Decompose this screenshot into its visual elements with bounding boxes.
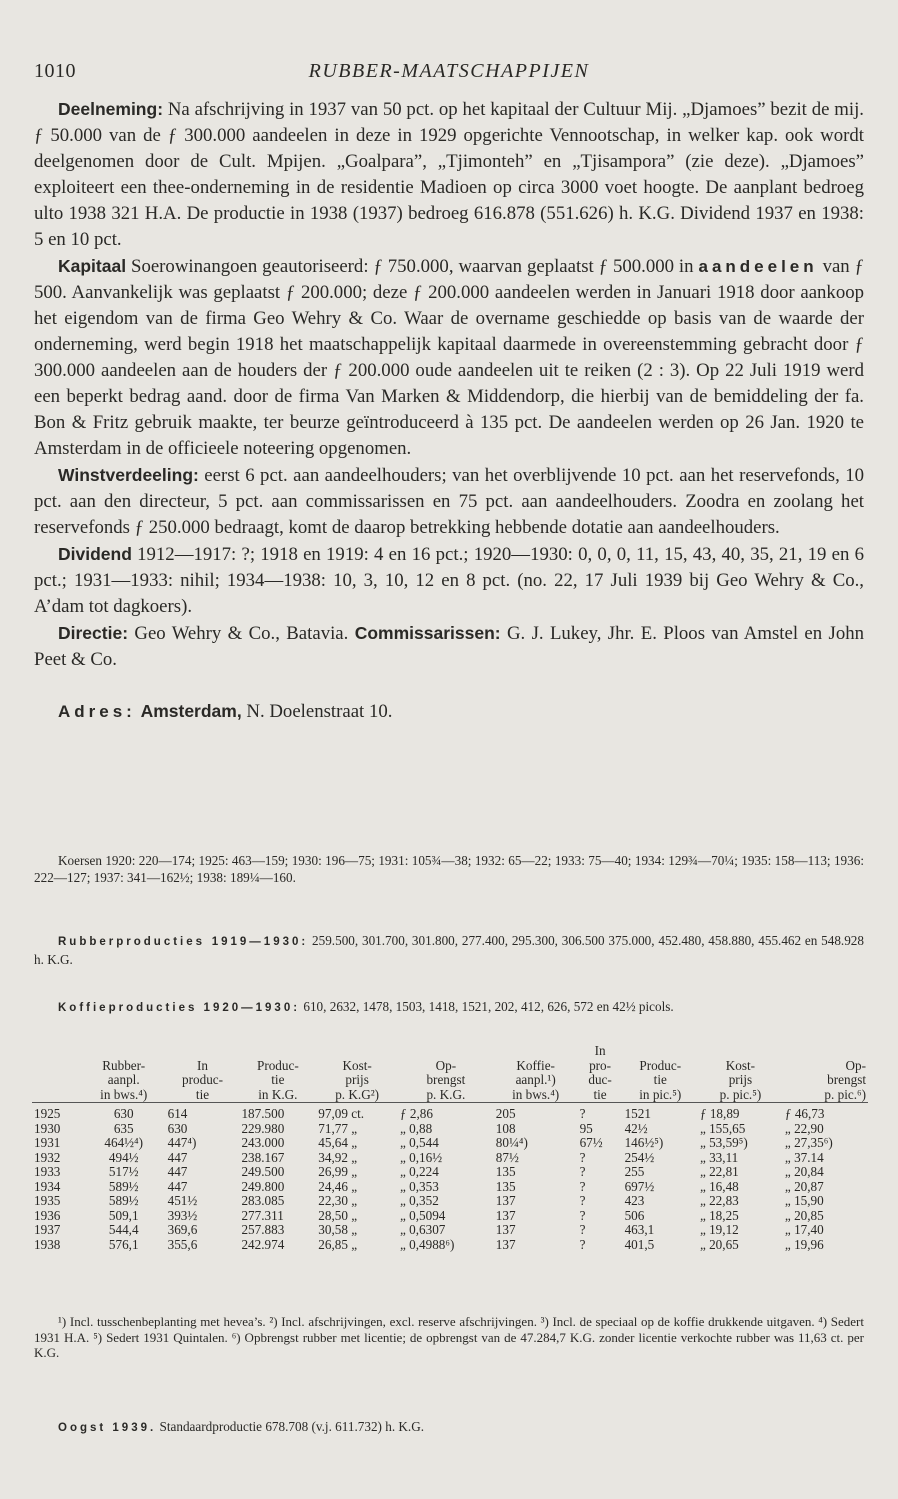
table-header-rubber-aanplant: Rubber- aanpl. in bws.⁴) [100, 1057, 148, 1102]
table-cell-rubber-aanplant: 630 [113, 1106, 134, 1121]
table-row [32, 1209, 868, 1224]
table-cell-in-productie: 447 [167, 1149, 188, 1165]
table-cell-opbrengst-kg: „ 0,544 [399, 1135, 439, 1150]
table-row [32, 1122, 868, 1137]
table-cell-year: 1925 [34, 1106, 61, 1121]
table-cell-kostprijs-pic: „ 18,25 [699, 1207, 739, 1223]
table-cell-rubber-aanplant: 494½ [108, 1149, 139, 1165]
table-cell-opbrengst-pic: ƒ 46,73 [784, 1106, 825, 1121]
koffieproducties-text: 610, 2632, 1478, 1503, 1418, 1521, 202, 412, 626, 572 en 42½ picols. [300, 999, 674, 1014]
table-cell-opbrengst-pic: „ 19,96 [784, 1236, 824, 1252]
table-cell-productie-pic: 42½ [624, 1120, 648, 1136]
table-cell-koffie-in-productie: ? [579, 1236, 586, 1252]
table-cell-opbrengst-pic: „ 20,87 [784, 1178, 824, 1194]
running-title: RUBBER-MAATSCHAPPIJEN [308, 60, 590, 82]
directie-paragraph [34, 620, 864, 673]
table-cell-kostprijs-kg: 97,09 ct. [318, 1106, 365, 1121]
table-row [32, 1136, 868, 1151]
kapitaal-text-2: van ƒ 500. Aanvankelijk was geplaatst ƒ 200.000; deze ƒ 200.000 aandeelen werden in Januari 1918 door aankoop het eigendom van de firma Geo Wehry & Co. Waar de overname geschiedde op basis van de waarde der onderneming, werd begin 1918 het maatschappelijk kapitaal daarmede in overeenstemming gebracht door ƒ 300.000 aandeelen aan de houders der ƒ 200.000 oude aandeelen uit te reiken (2 : 3). Op 22 Juli 1919 werd een beperkt bedrag aand. door de firma Van Marken & Middendorp, die hierbij van de bemiddeling der fa. Bon & Fritz gebruik maakte, ter beurze geïntroduceerd à 135 pct. De aandeelen werden op 26 Jan. 1920 te Amsterdam in de officieele noteering opgenomen. [34, 256, 865, 459]
table-header-row [32, 1044, 868, 1103]
table-header-koffie-aanplant: Koffie- aanpl.¹) in bws.⁴) [512, 1057, 560, 1102]
table-cell-koffie-aanplant: 137 [495, 1236, 516, 1252]
table-body [32, 1103, 868, 1253]
table-cell-kostprijs-pic: „ 20,65 [699, 1236, 739, 1252]
main-text [34, 96, 864, 725]
table-cell-rubber-aanplant: 464½⁴) [104, 1135, 144, 1150]
table-cell-koffie-aanplant: 135 [495, 1178, 516, 1194]
table-cell-opbrengst-kg: „ 0,16½ [399, 1149, 443, 1165]
koffieproducties-paragraph [34, 998, 864, 1017]
table-cell-in-productie: 393½ [167, 1207, 198, 1223]
oogst-block [34, 1418, 864, 1437]
adres-label: Adres: [58, 702, 136, 721]
table-header-productie-kg: Produc- tie in K.G. [256, 1057, 299, 1102]
table-cell-kostprijs-pic: „ 33,11 [699, 1149, 739, 1165]
table-cell-productie-pic: 401,5 [624, 1236, 655, 1252]
table-cell-koffie-in-productie: ? [579, 1207, 586, 1223]
table-cell-year: 1935 [34, 1193, 61, 1208]
table-cell-opbrengst-pic: „ 20,85 [784, 1207, 824, 1223]
table-cell-opbrengst-pic: „ 15,90 [784, 1193, 824, 1208]
table-header-opbrengst-pic: Op- brengst p. pic.⁶) [824, 1057, 866, 1102]
table-cell-productie-kg: 187.500 [241, 1106, 285, 1121]
table-cell-opbrengst-pic: „ 37.14 [784, 1149, 824, 1165]
table-cell-kostprijs-kg: 71,77 „ [318, 1120, 358, 1136]
table-cell-koffie-aanplant: 205 [495, 1106, 516, 1121]
table-cell-productie-kg: 229.980 [241, 1120, 285, 1136]
table-cell-productie-kg: 249.800 [241, 1178, 285, 1194]
table-cell-kostprijs-pic: ƒ 18,89 [699, 1106, 740, 1121]
footnotes-text: ¹) Incl. tusschenbeplanting met hevea’s. ²) Incl. afschrijvingen, excl. reserve afschrijvingen. ³) Incl. de speciaal op de koffie drukkende uitgaven. ⁴) Sedert 1931 H.A. ⁵) Sedert 1931 Quintalen. ⁶) Opbrengst rubber met licentie; de opbrengst van de 47.284,7 K.G. zonder licentie verkochte rubber was 11,63 ct. per K.G. [34, 1314, 864, 1360]
table-cell-koffie-in-productie: ? [579, 1178, 586, 1194]
table-cell-opbrengst-kg: „ 0,224 [399, 1164, 439, 1179]
adres-paragraph [34, 698, 864, 725]
table-cell-koffie-aanplant: 137 [495, 1207, 516, 1223]
table-cell-year: 1932 [34, 1149, 61, 1165]
table-cell-opbrengst-kg: ƒ 2,86 [399, 1106, 433, 1121]
table-cell-opbrengst-kg: „ 0,88 [399, 1120, 433, 1136]
table-cell-rubber-aanplant: 576,1 [108, 1236, 139, 1252]
table-row [32, 1194, 868, 1209]
table-cell-year: 1931 [34, 1135, 61, 1150]
table-cell-kostprijs-kg: 26,85 „ [318, 1236, 358, 1252]
table-cell-productie-pic: 146½⁵) [624, 1135, 664, 1150]
rubberproducties-block [34, 932, 864, 968]
table-header-koffie-in-productie: In pro- duc- tie [588, 1043, 612, 1102]
table-cell-productie-pic: 255 [624, 1164, 645, 1179]
oogst-text: Standaardproductie 678.708 (v.j. 611.732) h. K.G. [156, 1419, 425, 1434]
table-cell-kostprijs-pic: „ 22,81 [699, 1164, 739, 1179]
table-cell-in-productie: 447 [167, 1178, 188, 1194]
oogst-label: Oogst 1939. [58, 1422, 157, 1434]
table-cell-kostprijs-kg: 34,92 „ [318, 1149, 358, 1165]
commissarissen-label: Commissarissen: [354, 623, 501, 643]
table-cell-kostprijs-kg: 45,64 „ [318, 1135, 358, 1150]
table-cell-productie-pic: 697½ [624, 1178, 655, 1194]
table-cell-year: 1934 [34, 1178, 61, 1194]
rubberproducties-paragraph [34, 932, 864, 968]
table-header-opbrengst-kg: Op- brengst p. K.G. [426, 1057, 466, 1102]
table-row [32, 1151, 868, 1166]
winstverdeeling-paragraph [34, 462, 864, 541]
table-row [32, 1103, 868, 1122]
table-header-year [32, 1044, 82, 1103]
deelneming-paragraph [34, 96, 864, 253]
directie-label: Directie: [58, 623, 129, 643]
koffieproducties-label: Koffieproducties 1920—1930: [58, 1002, 301, 1014]
koersen-block [34, 852, 864, 886]
table-cell-opbrengst-pic: „ 27,35⁶) [784, 1135, 833, 1150]
table-cell-kostprijs-kg: 24,46 „ [318, 1178, 358, 1194]
table-cell-koffie-aanplant: 80¼⁴) [495, 1135, 528, 1150]
table-header-kostprijs-pic: Kost- prijs p. pic.⁵) [719, 1057, 762, 1102]
table-cell-kostprijs-kg: 30,58 „ [318, 1222, 358, 1237]
dividend-text: 1912—1917: ?; 1918 en 1919: 4 en 16 pct.; 1920—1930: 0, 0, 0, 11, 15, 43, 40, 35, 21, 19 en 6 pct.; 1931—1933: nihil; 1934—1938: 10, 3, 10, 12 en 8 pct. (no. 22, 17 Juli 1939 bij Geo Wehry & Co., A’dam tot dagkoers). [34, 544, 864, 617]
table-cell-koffie-aanplant: 135 [495, 1164, 516, 1179]
table-cell-productie-kg: 277.311 [241, 1207, 284, 1223]
kapitaal-paragraph [34, 253, 864, 462]
table-row [32, 1223, 868, 1238]
deelneming-label: Deelneming: [58, 99, 164, 119]
kapitaal-label: Kapitaal [58, 256, 127, 276]
table-cell-kostprijs-pic: „ 155,65 [699, 1120, 746, 1136]
adres-city: Amsterdam, [140, 701, 242, 721]
directie-text: Geo Wehry & Co., Batavia. [128, 623, 355, 644]
table-cell-opbrengst-kg: „ 0,5094 [399, 1207, 446, 1223]
table-cell-kostprijs-kg: 28,50 „ [318, 1207, 358, 1223]
table-cell-koffie-aanplant: 87½ [495, 1149, 519, 1165]
table-cell-in-productie: 451½ [167, 1193, 198, 1208]
table-cell-in-productie: 614 [167, 1106, 188, 1121]
table-cell-in-productie: 447 [167, 1164, 188, 1179]
table-cell-opbrengst-pic: „ 17,40 [784, 1222, 824, 1237]
table-cell-year: 1936 [34, 1207, 61, 1223]
table-cell-rubber-aanplant: 544,4 [108, 1222, 139, 1237]
table-cell-opbrengst-pic: „ 22,90 [784, 1120, 824, 1136]
table-cell-kostprijs-pic: „ 53,59⁵) [699, 1135, 748, 1150]
commissarissen-text: G. J. Lukey, Jhr. E. Ploos van Amstel en John Peet & Co. [34, 623, 864, 670]
table-cell-in-productie: 630 [167, 1120, 188, 1136]
table-cell-year: 1937 [34, 1222, 61, 1237]
kapitaal-text-1: Soerowinangoen geautoriseerd: ƒ 750.000, waarvan geplaatst ƒ 500.000 in [126, 256, 699, 277]
page-header [34, 60, 864, 90]
table-cell-productie-pic: 463,1 [624, 1222, 655, 1237]
table-header-productie-pic: Produc- tie in pic.⁵) [639, 1057, 682, 1102]
table-cell-in-productie: 369,6 [167, 1222, 198, 1237]
table-cell-koffie-in-productie: ? [579, 1164, 586, 1179]
table-cell-koffie-aanplant: 137 [495, 1222, 516, 1237]
table-cell-in-productie: 355,6 [167, 1236, 198, 1252]
dividend-paragraph [34, 541, 864, 620]
table-row [32, 1165, 868, 1180]
table-cell-year: 1930 [34, 1120, 61, 1136]
table-cell-koffie-in-productie: ? [579, 1222, 586, 1237]
koffieproducties-block [34, 998, 864, 1017]
table-cell-opbrengst-kg: „ 0,6307 [399, 1222, 446, 1237]
table-cell-kostprijs-pic: „ 16,48 [699, 1178, 739, 1194]
table-cell-productie-kg: 283.085 [241, 1193, 285, 1208]
table-cell-koffie-in-productie: 67½ [579, 1135, 603, 1150]
table-cell-productie-pic: 1521 [624, 1106, 651, 1121]
deelneming-text: Na afschrijving in 1937 van 50 pct. op het kapitaal der Cultuur Mij. „Djamoes” bezit de mij. ƒ 50.000 van de ƒ 300.000 aandeelen in deze in 1929 opgerichte Vennootschap, in welker kap. ook wordt deelgenomen door de Cult. Mpijen. „Goalpara”, „Tjimonteh” en „Tjisampora” (zie deze). „Djamoes” exploiteert een thee-onderneming in de residentie Madioen op circa 3000 voet hoogte. De aanplant bedroeg ulto 1938 321 H.A. De productie in 1938 (1937) bedroeg 616.878 (551.626) h. K.G. Dividend 1937 en 1938: 5 en 10 pct. [34, 99, 864, 250]
table-cell-kostprijs-pic: „ 22,83 [699, 1193, 739, 1208]
rubberproducties-label: Rubberproducties 1919—1930: [58, 936, 309, 948]
production-table [32, 1044, 868, 1252]
table-cell-rubber-aanplant: 509,1 [108, 1207, 139, 1223]
rubberproducties-text: 259.500, 301.700, 301.800, 277.400, 295.300, 306.500 375.000, 452.480, 458.880, 455.462 en 548.928 h. K.G. [34, 933, 864, 967]
table-cell-kostprijs-kg: 26,99 „ [318, 1164, 358, 1179]
table-cell-year: 1938 [34, 1236, 61, 1252]
table-cell-year: 1933 [34, 1164, 61, 1179]
winstverdeeling-text: eerst 6 pct. aan aandeelhouders; van het overblijvende 10 pct. aan het reservefonds, 10 pct. aan den directeur, 5 pct. aan commissarissen en 75 pct. aan aandeelhouders. Zoodra en zoolang het reservefonds ƒ 250.000 bedraagt, komt de daarop betrekking hebbende dotatie aan aandeelhouders. [34, 465, 864, 538]
table-cell-rubber-aanplant: 589½ [108, 1193, 139, 1208]
table-cell-opbrengst-pic: „ 20,84 [784, 1164, 824, 1179]
table-row [32, 1180, 868, 1195]
table-cell-koffie-in-productie: ? [579, 1149, 586, 1165]
table-cell-rubber-aanplant: 517½ [108, 1164, 139, 1179]
table-cell-koffie-in-productie: ? [579, 1106, 586, 1121]
table-cell-in-productie: 447⁴) [167, 1135, 197, 1150]
table-cell-productie-kg: 242.974 [241, 1236, 285, 1252]
table-cell-productie-kg: 249.500 [241, 1164, 285, 1179]
table-cell-productie-pic: 506 [624, 1207, 645, 1223]
table-cell-productie-pic: 254½ [624, 1149, 655, 1165]
table-cell-rubber-aanplant: 635 [113, 1120, 134, 1136]
kapitaal-spaced-word: aandeelen [698, 257, 818, 276]
table-cell-opbrengst-kg: „ 0,352 [399, 1193, 439, 1208]
table-cell-koffie-aanplant: 137 [495, 1193, 516, 1208]
table-cell-opbrengst-kg: „ 0,4988⁶) [399, 1236, 455, 1252]
table-cell-kostprijs-kg: 22,30 „ [318, 1193, 358, 1208]
table-cell-productie-kg: 243.000 [241, 1135, 285, 1150]
table-cell-koffie-aanplant: 108 [495, 1120, 516, 1136]
table-cell-productie-kg: 257.883 [241, 1222, 285, 1237]
table-cell-koffie-in-productie: ? [579, 1193, 586, 1208]
table-cell-kostprijs-pic: „ 19,12 [699, 1222, 739, 1237]
table-cell-productie-kg: 238.167 [241, 1149, 285, 1165]
adres-text: N. Doelenstraat 10. [241, 701, 393, 722]
table-cell-koffie-in-productie: 95 [579, 1120, 593, 1136]
table-cell-rubber-aanplant: 589½ [108, 1178, 139, 1194]
oogst-paragraph [34, 1418, 864, 1437]
table-cell-opbrengst-kg: „ 0,353 [399, 1178, 439, 1194]
table-header-in-productie: In produc- tie [182, 1057, 224, 1102]
footnotes [34, 1314, 864, 1361]
koersen-text: Koersen 1920: 220—174; 1925: 463—159; 1930: 196—75; 1931: 105¾—38; 1932: 65—22; 1933: 75—40; 1934: 129¾—70¼; 1935: 158—113; 1936: 222—127; 1937: 341—162½; 1938: 189¼—160. [34, 853, 864, 885]
winstverdeeling-label: Winstverdeeling: [58, 465, 199, 485]
table-row [32, 1238, 868, 1253]
table-header-kostprijs-kg: Kost- prijs p. K.G²) [335, 1057, 380, 1102]
page-number: 1010 [34, 60, 76, 82]
dividend-label: Dividend [58, 544, 132, 564]
table-cell-productie-pic: 423 [624, 1193, 645, 1208]
